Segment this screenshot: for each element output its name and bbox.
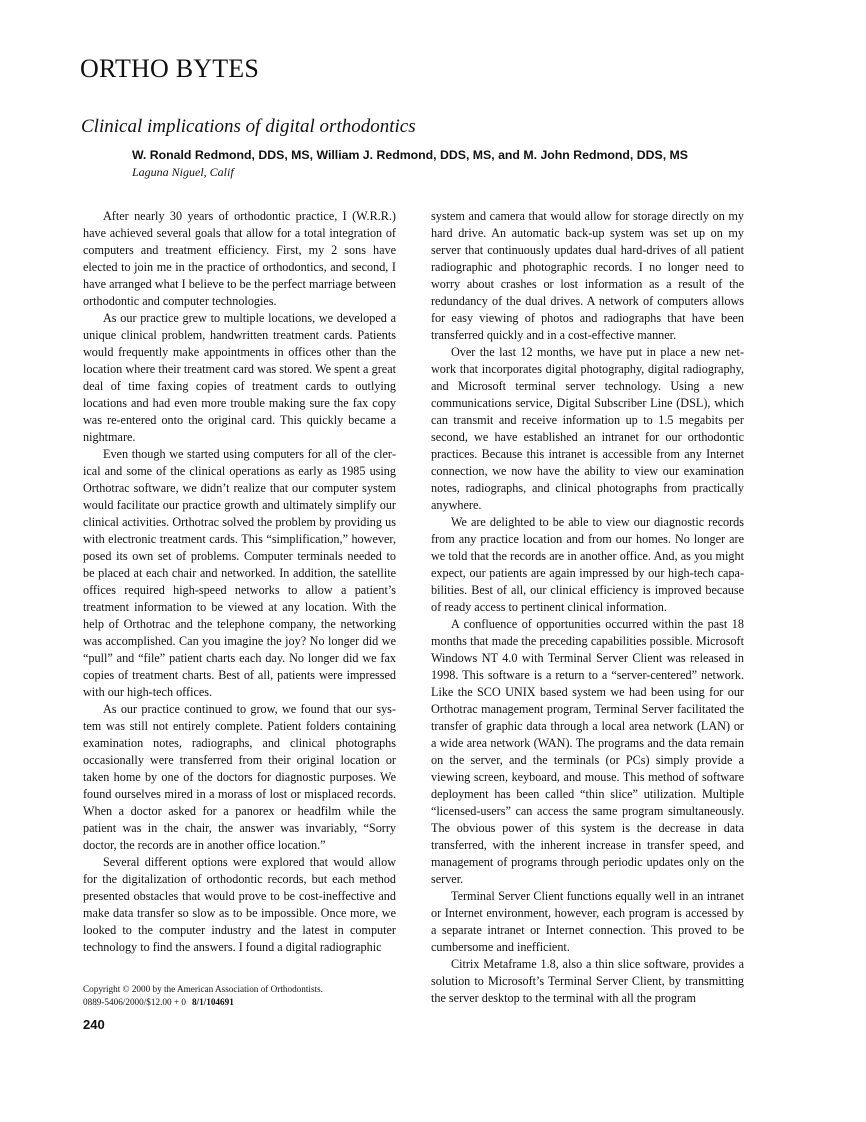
authors: W. Ronald Redmond, DDS, MS, William J. Redmond, DDS, MS, and M. John Redmond, DDS, MS [132, 148, 689, 162]
section-title: ORTHO BYTES [80, 54, 260, 83]
paragraph: Citrix Metaframe 1.8, also a thin slice software, provides a solution to Microsoft’s Terminal Server Client, by transmitting the server desktop to the terminal with all the program [431, 957, 744, 1005]
left-column [83, 208, 396, 956]
paragraph: As our practice grew to multiple locations, we developed a unique clinical problem, handwritten treatment cards. Patients would frequently make appointments in offices other than the location where their treatment card was stored. We spent a great deal of time faxing copies of treatment cards to outlying locations and had even more trouble making sure the fax copy was re-entered onto the original card. This quickly became a nightmare. [83, 311, 396, 444]
paragraph: Terminal Server Client functions equally well in an intranet or Internet environment, however, each program is accessed by a separate intranet or Internet connection. This proved to be cumbersome and inefficient. [431, 889, 744, 954]
page-number: 240 [83, 1017, 105, 1032]
article-title: Clinical implications of digital orthodontics [81, 116, 416, 137]
paragraph: Several different options were explored that would allow for the digitalization of orthodontic records, but each method presented obstacles that would prove to be cost-ineffective and make data transfer so slow as to be impossible. Once more, we looked to the computer industry and the latest in computer technology to find the answers. I found a digital radiographic [83, 855, 396, 954]
right-column [431, 208, 744, 1007]
copyright-notice [83, 983, 323, 1008]
paragraph: A confluence of opportunities occurred within the past 18 months that made the preceding capabilities possible. Microsoft Windows NT 4.0 with Terminal Server Client was released in 1998. This software is a return to a “server-centered” network. Like the SCO UNIX based system we had been using for our Orthotrac management program, Terminal Server facilitated the transfer of graphic data through a local area network (LAN) or a wide area network (WAN). The programs and the data remain on the server, and the terminals (or PCs) simply provide a viewing screen, keyboard, and mouse. This method of software deployment has been called “thin slice” utilization. Multiple “licensed-users” can access the same program simultaneously. The obvious power of this system is the decrease in data transferred, with the inherent increase in transfer speed, and management of programs through periodic updates only on the server. [431, 617, 744, 886]
paragraph: We are delighted to be able to view our diagnostic records from any practice location and from our homes. No longer are we told that the records are in another office. And, as you might expect, our patients are again impressed by our high-tech capabilities. Best of all, our clinical efficiency is improved because of ready access to pertinent clinical information. [431, 515, 744, 614]
issn-price: 0889-5406/2000/$12.00 + 0 [83, 996, 186, 1007]
paragraph: Over the last 12 months, we have put in place a new network that incorporates digital photography, digital radiography, and Microsoft terminal server technology. Using a new communications service, Digital Subscriber Line (DSL), which can transmit and receive information up to 1.5 megabits per second, we have established an intranet for our orthodontic practices. Because this intranet is accessible from any Internet connection, we now have the ability to view our examination notes, radiographs, and clinical photographs from practically anywhere. [431, 345, 744, 512]
copyright-line: Copyright © 2000 by the American Association of Orthodontists. [83, 984, 323, 994]
affiliation: Laguna Niguel, Calif [132, 165, 234, 179]
issn-line [83, 996, 323, 1009]
paragraph: Even though we started using computers for all of the clerical and some of the clinical operations as early as 1985 using Orthotrac software, we didn’t realize that our computer system would facilitate our practice growth and ultimately simplify our clinical activities. Orthotrac solved the problem by providing us with electronic treatment cards. This “simplification,” however, posed its own set of problems. Computer terminals needed to be placed at each chair and networked. In addition, the satellite offices required high-speed networks to allow a patient’s treatment information to be viewed at any location. With the help of Orthotrac and the telephone company, the networking was accomplished. Can you imagine the joy? No longer did we “pull” and “file” patient charts each day. No longer did we fax copies of treatment charts. Best of all, patients were impressed with our high-tech offices. [83, 447, 396, 699]
paragraph: As our practice continued to grow, we found that our system was still not entirely complete. Patient folders containing examination notes, radiographs, and clinical photographs occasionally were transferred from their original location or taken home by one of the doctors for diagnostic purposes. We found ourselves mired in a morass of lost or misplaced records. When a doctor asked for a panorex or headfilm while the patient was in the chair, the answer was invariably, “Sorry doctor, the records are in another office location.” [83, 702, 396, 852]
doi-code: 8/1/104691 [191, 996, 234, 1007]
paragraph: After nearly 30 years of orthodontic practice, I (W.R.R.) have achieved several goals that allow for a total integration of computers and treatment efficiency. First, my 2 sons have elected to join me in the practice of orthodontics, and second, I have arranged what I believe to be the perfect marriage between orthodontic and computer technologies. [83, 209, 396, 308]
paragraph-continued: system and camera that would allow for storage directly on my hard drive. An automatic back-up system was set up on my server that continuously updates dual hard-drives of all patient radiographic and photographic records. I no longer need to worry about crashes or lost information as a result of the redundancy of the dual drives. A network of computers allows for easy viewing of photos and radiographs that have been transferred quickly and in a cost-effective manner. [431, 209, 744, 342]
